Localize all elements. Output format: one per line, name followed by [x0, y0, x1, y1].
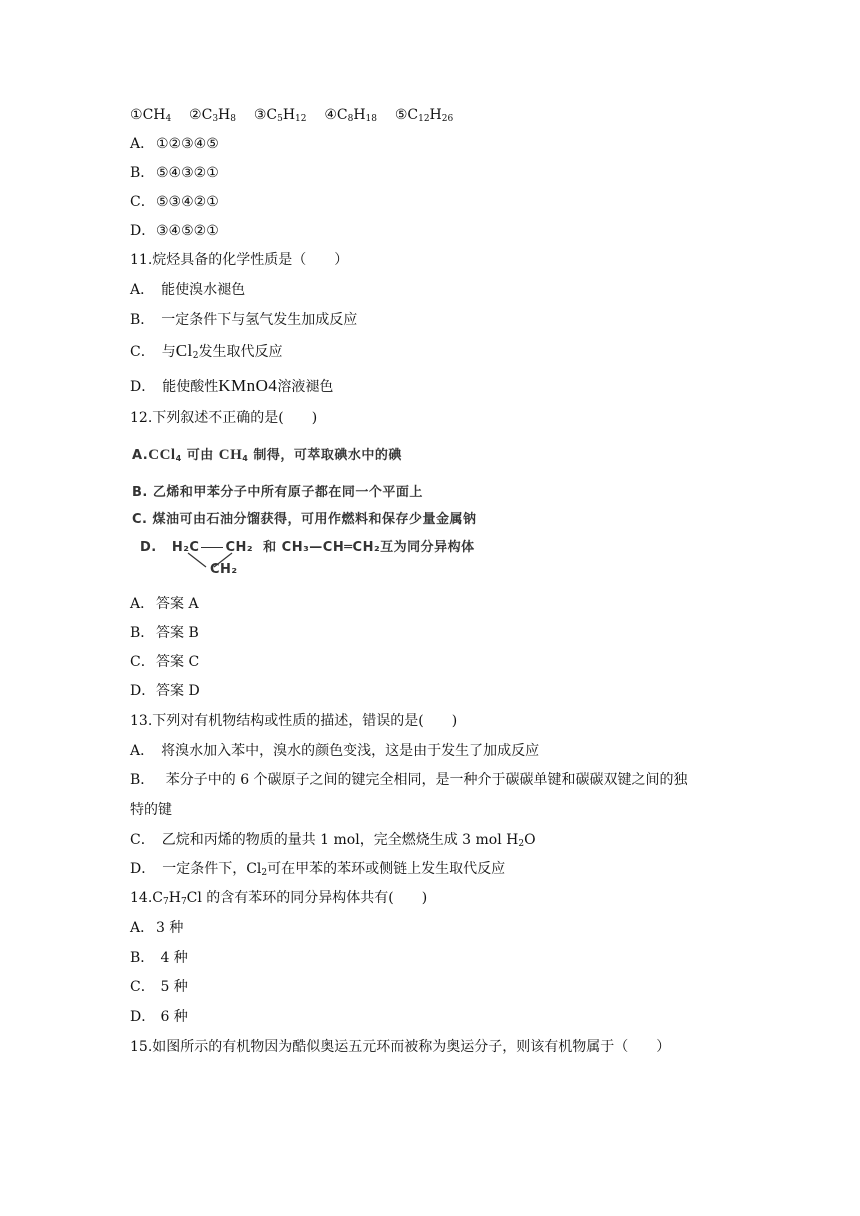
- q11-option-b[interactable]: B． 一定条件下与氢气发生加成反应: [130, 312, 358, 328]
- cyclopropane-left: H₂C: [171, 540, 200, 555]
- q10-option-a[interactable]: A． ①②③④⑤: [130, 136, 219, 152]
- q10-option-c[interactable]: C．⑤③④②①: [130, 194, 219, 210]
- q12-img-line-b: B. 乙烯和甲苯分子中所有原子都在同一个平面上: [132, 485, 423, 500]
- q12-img-line-a: A.CCl$_4$ 可由 $CH_4$ 制得，可萃取碘水中的碘: [132, 447, 402, 463]
- q13-option-a[interactable]: A． 将溴水加入苯中，溴水的颜色变浅，这是由于发生了加成反应: [130, 743, 540, 759]
- series-2: $②C_3H_8$: [189, 107, 236, 124]
- q13-stem: 13.下列对有机物结构或性质的描述，错误的是( ): [130, 713, 458, 729]
- cyclopropane-right: CH₂: [225, 540, 254, 555]
- q11-option-a[interactable]: A． 能使溴水褪色: [130, 282, 246, 298]
- q14-stem: $14.C_7H_7Cl$ 的含有苯环的同分异构体共有( ): [130, 890, 428, 907]
- q10-series: [130, 105, 453, 125]
- q13-option-b-line1[interactable]: B． 苯分子中的 6 个碳原子之间的键完全相同，是一种介于碳碳单键和碳碳双键之间的独: [130, 772, 688, 788]
- q11-option-d[interactable]: D． 能使酸性KMnO4溶液褪色: [130, 376, 334, 395]
- q12-img-line-c: C. 煤油可由石油分馏获得，可用作燃料和保存少量金属钠: [132, 512, 477, 527]
- q10-option-d[interactable]: D．③④⑤②①: [130, 223, 219, 239]
- q12-img-line-d: D. H₂C CH₂ 和 CH₃—CH═CH₂互为同分异构体: [140, 540, 475, 555]
- q11-stem: 11.烷烃具备的化学性质是（ ）: [130, 252, 349, 268]
- series-1: $①CH_4$: [130, 107, 172, 124]
- q10-option-b[interactable]: B． ⑤④③②①: [130, 165, 219, 181]
- q13-option-b-line2: 特的键: [130, 802, 172, 818]
- q13-option-d[interactable]: D． 一定条件下，$Cl_2$可在甲苯的苯环或侧链上发生取代反应: [130, 861, 506, 878]
- series-4: $④C_8H_{18}$: [324, 107, 377, 124]
- series-3: $③C_5H_{12}$: [253, 107, 307, 124]
- q12-option-b[interactable]: B． 答案 B: [130, 625, 199, 641]
- q12-option-c[interactable]: C．答案 C: [130, 654, 200, 670]
- cyclopropane-bottom: CH₂: [210, 562, 238, 577]
- series-5: $⑤C_{12}H_{26}$: [394, 107, 454, 124]
- bond-line: [201, 547, 223, 548]
- q15-stem: 15.如图所示的有机物因为酷似奥运五元环而被称为奥运分子，则该有机物属于（ ）: [130, 1039, 671, 1055]
- q12-stem: 12.下列叙述不正确的是( ): [130, 410, 318, 426]
- q14-option-d[interactable]: D． 6 种: [130, 1009, 188, 1025]
- q13-option-c[interactable]: C． 乙烷和丙烯的物质的量共 1 mol，完全燃烧生成 3 mol $H_2O$: [130, 832, 536, 849]
- q12-option-a[interactable]: A． 答案 A: [130, 596, 199, 612]
- q14-option-b[interactable]: B． 4 种: [130, 950, 188, 966]
- q14-option-a[interactable]: A． 3 种: [130, 920, 184, 936]
- q11-option-c[interactable]: C． 与$Cl_2$发生取代反应: [130, 341, 283, 361]
- q14-option-c[interactable]: C． 5 种: [130, 979, 188, 995]
- q12-option-d[interactable]: D．答案 D: [130, 683, 200, 699]
